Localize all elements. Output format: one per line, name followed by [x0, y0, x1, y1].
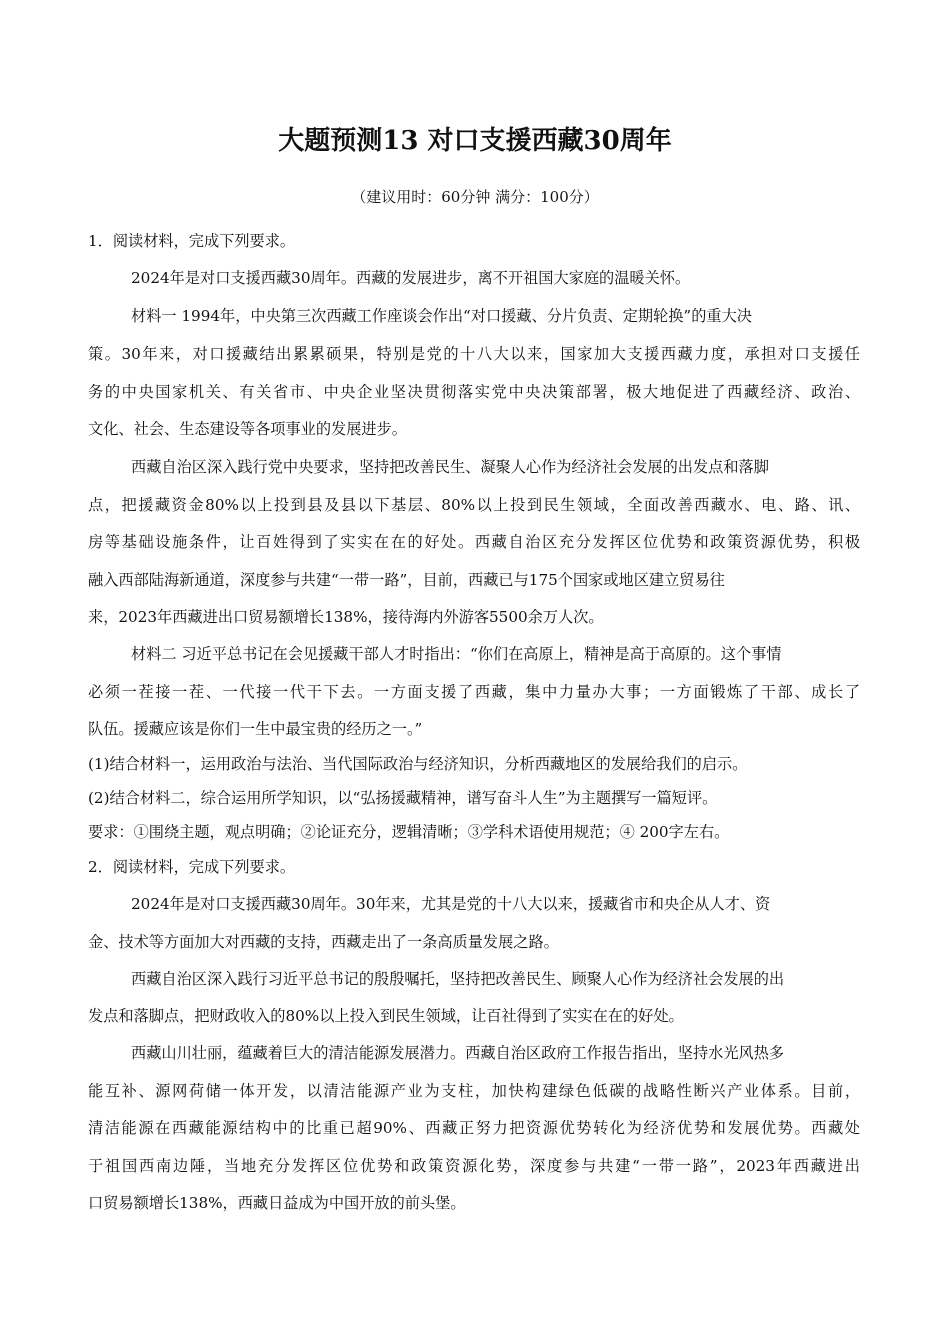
- q2-paragraph1-line: 金、技术等方面加大对西藏的支持，西藏走出了一条高质量发展之路。: [88, 933, 559, 951]
- q1-material1-line: 务的中央国家机关、有关省市、中央企业坚决贯彻落实党中央决策部署，极大地促进了西藏经济、政治、: [88, 383, 860, 401]
- q2-paragraph3-line: 口贸易额增长138%，西藏日益成为中国开放的前头堡。: [88, 1194, 466, 1212]
- q1-material2-line: 队伍。援藏应该是你们一生中最宝贵的经历之一。”: [88, 720, 423, 738]
- page-title: 大题预测13 对口支援西藏30周年: [278, 126, 672, 156]
- q1-requirements: 要求：①围绕主题，观点明确；②论证充分，逻辑清晰；③学科术语使用规范；④ 200字左右。: [88, 823, 730, 841]
- q2-paragraph3-line: 西藏山川壮丽，蕴藏着巨大的清洁能源发展潜力。西藏自治区政府工作报告指出，坚持水光风热多: [131, 1044, 785, 1062]
- q2-paragraph2-line: 西藏自治区深入践行习近平总书记的殷殷嘱托，坚持把改善民生、顾聚人心作为经济社会发展的出: [131, 970, 785, 988]
- q2-paragraph3-line: 清洁能源在西藏能源结构中的比重已超90%、西藏正努力把资源优势转化为经济优势和发展优势。西藏处: [88, 1119, 860, 1137]
- q1-material2-line: 必须一茬接一茬、一代接一代干下去。一方面支援了西藏，集中力量办大事；一方面锻炼了干部、成长了: [88, 683, 860, 701]
- q2-paragraph3-line: 能互补、源网荷储一体开发，以清洁能源产业为支柱，加快构建绿色低碳的战略性断兴产业体系。目前，: [88, 1082, 860, 1100]
- q1-paragraph2-line: 房等基础设施条件，让百姓得到了实实在在的好处。西藏自治区充分发挥区位优势和政策资源优势，积极: [88, 533, 860, 551]
- q1-subquestion-2: (2)结合材料二，综合运用所学知识，以“弘扬援藏精神，谱写奋斗人生”为主题撰写一篇短评。: [88, 789, 718, 807]
- q1-paragraph2-line: 融入西部陆海新通道，深度参与共建“一带一路”，目前，西藏已与175个国家或地区建立贸易往: [88, 571, 725, 589]
- q1-material1-line: 材料一 1994年，中央第三次西藏工作座谈会作出“对口援藏、分片负责、定期轮换”的重大决: [131, 307, 752, 325]
- q1-paragraph2-line: 西藏自治区深入践行党中央要求，坚持把改善民生、凝聚人心作为经济社会发展的出发点和落脚: [131, 458, 769, 476]
- q1-material2-line: 材料二 习近平总书记在会见援藏干部人才时指出：“你们在高原上，精神是高于高原的。这个事情: [131, 645, 782, 663]
- q1-paragraph2-line: 来，2023年西藏进出口贸易额增长138%，接待海内外游客5500余万人次。: [88, 608, 604, 626]
- question-2-heading: 2．阅读材料，完成下列要求。: [88, 858, 296, 876]
- q1-material1-line: 文化、社会、生态建设等各项事业的发展进步。: [88, 420, 407, 438]
- q2-paragraph1-line: 2024年是对口支援西藏30周年。30年来，尤其是党的十八大以来，援藏省市和央企从人才、资: [131, 895, 771, 913]
- question-1-heading: 1．阅读材料，完成下列要求。: [88, 232, 296, 250]
- time-score-note: （建议用时：60分钟 满分：100分）: [351, 188, 599, 206]
- q1-subquestion-1: (1)结合材料一，运用政治与法治、当代国际政治与经济知识，分析西藏地区的发展给我们的启示。: [88, 755, 748, 773]
- q1-paragraph2-line: 点，把援藏资金80%以上投到县及县以下基层、80%以上投到民生领域，全面改善西藏水、电、路、讯、: [88, 496, 860, 514]
- q2-paragraph2-line: 发点和落脚点，把财政收入的80%以上投入到民生领域，让百社得到了实实在在的好处。: [88, 1007, 684, 1025]
- q2-paragraph3-line: 于祖国西南边陲，当地充分发挥区位优势和政策资源化势，深度参与共建“一带一路”，2023年西藏进出: [88, 1157, 860, 1175]
- q1-material1-line: 策。30年来，对口援藏结出累累硕果，特别是党的十八大以来，国家加大支援西藏力度，承担对口支援任: [88, 345, 860, 363]
- q1-intro: 2024年是对口支援西藏30周年。西藏的发展进步，离不开祖国大家庭的温暖关怀。: [131, 269, 691, 287]
